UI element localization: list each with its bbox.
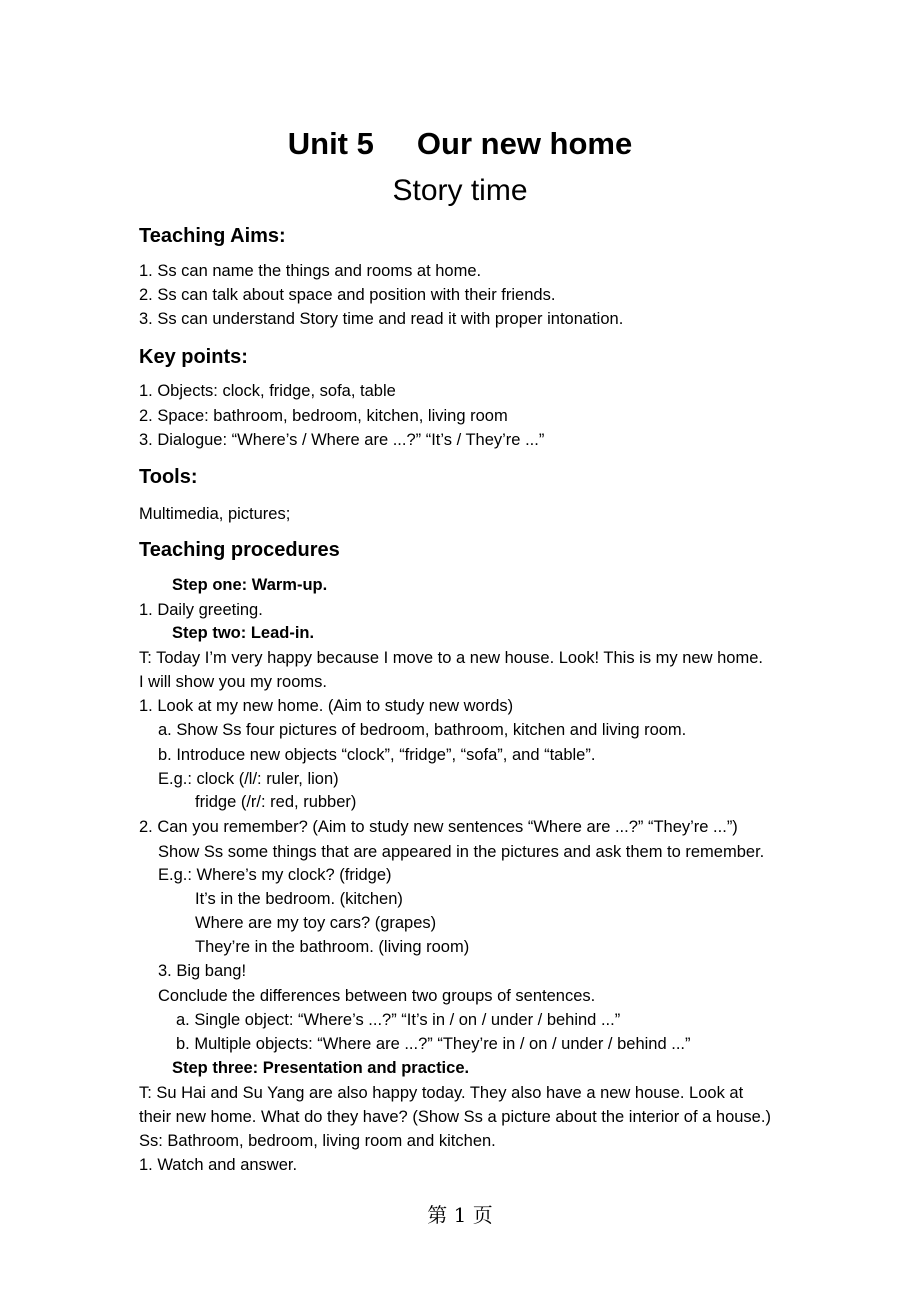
step-heading: Step two: Lead-in. <box>172 624 315 642</box>
page-subtitle: Story time <box>392 174 528 207</box>
teaching-aim-item: 2. Ss can talk about space and position with their friends. <box>139 286 556 304</box>
procedure-line: Where are my toy cars? (grapes) <box>195 914 437 932</box>
key-points-heading: Key points: <box>139 346 248 368</box>
procedure-line: b. Multiple objects: “Where are ...?” “They’re in / on / under / behind ...” <box>176 1035 691 1053</box>
procedure-line: 1. Watch and answer. <box>139 1156 298 1174</box>
procedure-line: I will show you my rooms. <box>139 673 327 691</box>
procedure-line: Ss: Bathroom, bedroom, living room and kitchen. <box>139 1132 496 1150</box>
page-title: Unit 5 Our new home <box>287 126 633 161</box>
procedure-line: 2. Can you remember? (Aim to study new sentences “Where are ...?” “They’re ...”) <box>139 818 738 836</box>
teaching-aim-item: 3. Ss can understand Story time and read it with proper intonation. <box>139 310 624 328</box>
teaching-aims-heading: Teaching Aims: <box>139 225 286 247</box>
procedure-line: E.g.: Where’s my clock? (fridge) <box>158 866 392 884</box>
procedure-line: their new home. What do they have? (Show Ss a picture about the interior of a house.) <box>139 1108 771 1126</box>
page-number: 第 1 页 <box>427 1203 493 1227</box>
step-heading: Step three: Presentation and practice. <box>172 1059 470 1077</box>
procedure-line: b. Introduce new objects “clock”, “fridge”, “sofa”, and “table”. <box>158 746 596 764</box>
procedure-line: a. Single object: “Where’s ...?” “It’s in / on / under / behind ...” <box>176 1011 621 1029</box>
key-point-item: 2. Space: bathroom, bedroom, kitchen, living room <box>139 407 508 425</box>
procedure-line: 3. Big bang! <box>158 962 247 980</box>
procedure-line: It’s in the bedroom. (kitchen) <box>195 890 403 908</box>
key-point-item: 1. Objects: clock, fridge, sofa, table <box>139 382 396 400</box>
key-point-item: 3. Dialogue: “Where’s / Where are ...?” “It’s / They’re ...” <box>139 431 545 449</box>
step-heading: Step one: Warm-up. <box>172 576 328 594</box>
procedure-line: Show Ss some things that are appeared in the pictures and ask them to remember. <box>158 843 765 861</box>
teaching-aim-item: 1. Ss can name the things and rooms at home. <box>139 262 482 280</box>
procedure-line: E.g.: clock (/l/: ruler, lion) <box>158 770 339 788</box>
procedure-line: Conclude the differences between two groups of sentences. <box>158 987 596 1005</box>
procedure-line: T: Today I’m very happy because I move to a new house. Look! This is my new home. <box>139 649 763 667</box>
procedures-heading: Teaching procedures <box>139 539 340 561</box>
procedure-line: They’re in the bathroom. (living room) <box>195 938 470 956</box>
procedure-line: 1. Look at my new home. (Aim to study new words) <box>139 697 514 715</box>
procedure-line: a. Show Ss four pictures of bedroom, bathroom, kitchen and living room. <box>158 721 687 739</box>
tools-heading: Tools: <box>139 466 198 488</box>
tools-text: Multimedia, pictures; <box>139 505 291 523</box>
procedure-line: fridge (/r/: red, rubber) <box>195 793 357 811</box>
procedure-line: T: Su Hai and Su Yang are also happy today. They also have a new house. Look at <box>139 1084 744 1102</box>
procedure-line: 1. Daily greeting. <box>139 601 263 619</box>
